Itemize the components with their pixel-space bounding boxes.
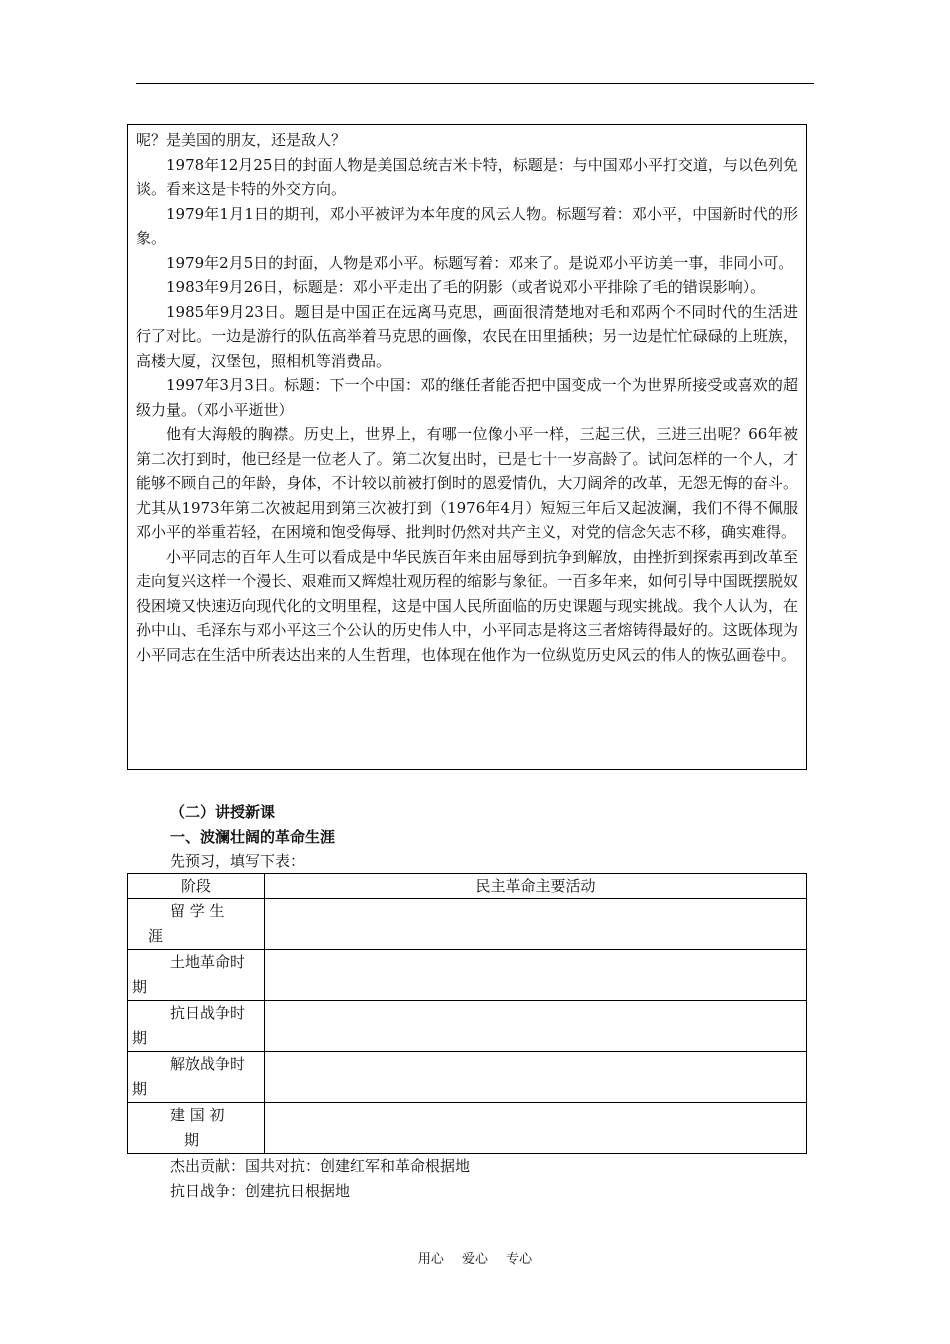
intro-text-box	[127, 124, 807, 770]
table-row	[128, 950, 807, 1001]
paragraph: 1983年9月26日，标题是：邓小平走出了毛的阴影（或者说邓小平排除了毛的错误影响）。	[166, 278, 766, 296]
paragraph: 他有大海般的胸襟。历史上，世界上，有哪一位像小平一样，三起三伏，三进三出呢？66年被第二次打到时，他已经是一位老人了。第二次复出时，已是七十一岁高龄了。试问怎样的一个人，才能够不顾自己的年龄，身体，不计较以前被打倒时的恩爱情仇，大刀阔斧的改革，无怨无悔的奋斗。尤其从1973年第二次被起用到第三次被打到（1976年4月）短短三年后又起波澜，我们不得不佩服邓小平的举重若轻，在困境和饱受侮辱、批判时仍然对共产主义，对党的信念矢志不移，确实难得。	[136, 425, 798, 541]
subsection-heading: 一、波澜壮阔的革命生涯	[170, 828, 336, 846]
table-row	[128, 1103, 807, 1154]
instruction-text: 先预习，填写下表：	[170, 852, 306, 870]
stage-label: 解放战争时	[170, 1055, 246, 1073]
table-row	[128, 1001, 807, 1052]
header-rule	[136, 83, 814, 84]
stage-cell	[128, 1001, 265, 1052]
stage-label: 抗日战争时	[170, 1004, 246, 1022]
stage-label-cont: 期	[184, 1131, 200, 1149]
activity-cell[interactable]	[265, 1103, 807, 1154]
stage-cell	[128, 950, 265, 1001]
paragraph: 1978年12月25日的封面人物是美国总统吉米卡特，标题是：与中国邓小平打交道，与以色列免谈。看来这是卡特的外交方向。	[136, 155, 798, 198]
activity-cell[interactable]	[265, 1001, 807, 1052]
stage-label-cont: 涯	[148, 927, 164, 945]
stage-table	[127, 873, 807, 1154]
section-heading: （二）讲授新课	[170, 803, 276, 821]
stage-label: 土地革命时	[170, 953, 246, 971]
header-cell-stage: 阶段	[128, 874, 265, 899]
header-cell-activity: 民主革命主要活动	[265, 874, 807, 899]
stage-cell	[128, 899, 265, 950]
footer-word: 专心	[506, 1252, 533, 1267]
page-footer	[0, 1248, 950, 1267]
activity-cell[interactable]	[265, 1052, 807, 1103]
table-row	[128, 899, 807, 950]
stage-label: 建 国 初	[170, 1106, 225, 1124]
footer-word: 爱心	[461, 1252, 488, 1267]
stage-label-cont: 期	[132, 1029, 148, 1047]
paragraph: 1985年9月23日。题目是中国正在远离马克思，画面很清楚地对毛和邓两个不同时代的生活进行了对比。一边是游行的队伍高举着马克思的画像，农民在田里插秧；另一边是忙忙碌碌的上班族，高楼大厦，汉堡包，照相机等消费品。	[136, 302, 798, 370]
paragraph: 呢？是美国的朋友，还是敌人？	[136, 131, 347, 149]
paragraph: 小平同志的百年人生可以看成是中华民族百年来由屈辱到抗争到解放，由挫折到探索再到改革至走向复兴这样一个漫长、艰难而又辉煌壮观历程的缩影与象征。一百多年来，如何引导中国既摆脱奴役困境又快速迈向现代化的文明里程，这是中国人民所面临的历史课题与现实挑战。我个人认为，在孙中山、毛泽东与邓小平这三个公认的历史伟人中，小平同志是将这三者熔铸得最好的。这既体现为小平同志在生活中所表达出来的人生哲理，也体现在他作为一位纵览历史风云的伟人的恢弘画卷中。	[136, 547, 798, 664]
paragraph: 1979年2月5日的封面，人物是邓小平。标题写着：邓来了。是说邓小平访美一事，非同小可。	[166, 253, 794, 272]
activity-cell[interactable]	[265, 899, 807, 950]
table-header-row	[128, 874, 807, 899]
stage-cell	[128, 1052, 265, 1103]
paragraph: 1997年3月3日。标题：下一个中国：邓的继任者能否把中国变成一个为世界所接受或喜欢的超级力量。（邓小平逝世）	[136, 376, 798, 419]
footer-word: 用心	[417, 1252, 444, 1267]
stage-label-cont: 期	[132, 978, 148, 996]
paragraph: 1979年1月1日的期刊，邓小平被评为本年度的风云人物。标题写着：邓小平，中国新时代的形象。	[136, 204, 798, 247]
activity-cell[interactable]	[265, 950, 807, 1001]
note-contribution: 杰出贡献：国共对抗：创建红军和革命根据地	[170, 1157, 471, 1175]
table-row	[128, 1052, 807, 1103]
note-anti-japanese-war: 抗日战争：创建抗日根据地	[170, 1182, 351, 1200]
stage-label: 留 学 生	[170, 902, 225, 920]
stage-label-cont: 期	[132, 1080, 148, 1098]
stage-cell	[128, 1103, 265, 1154]
